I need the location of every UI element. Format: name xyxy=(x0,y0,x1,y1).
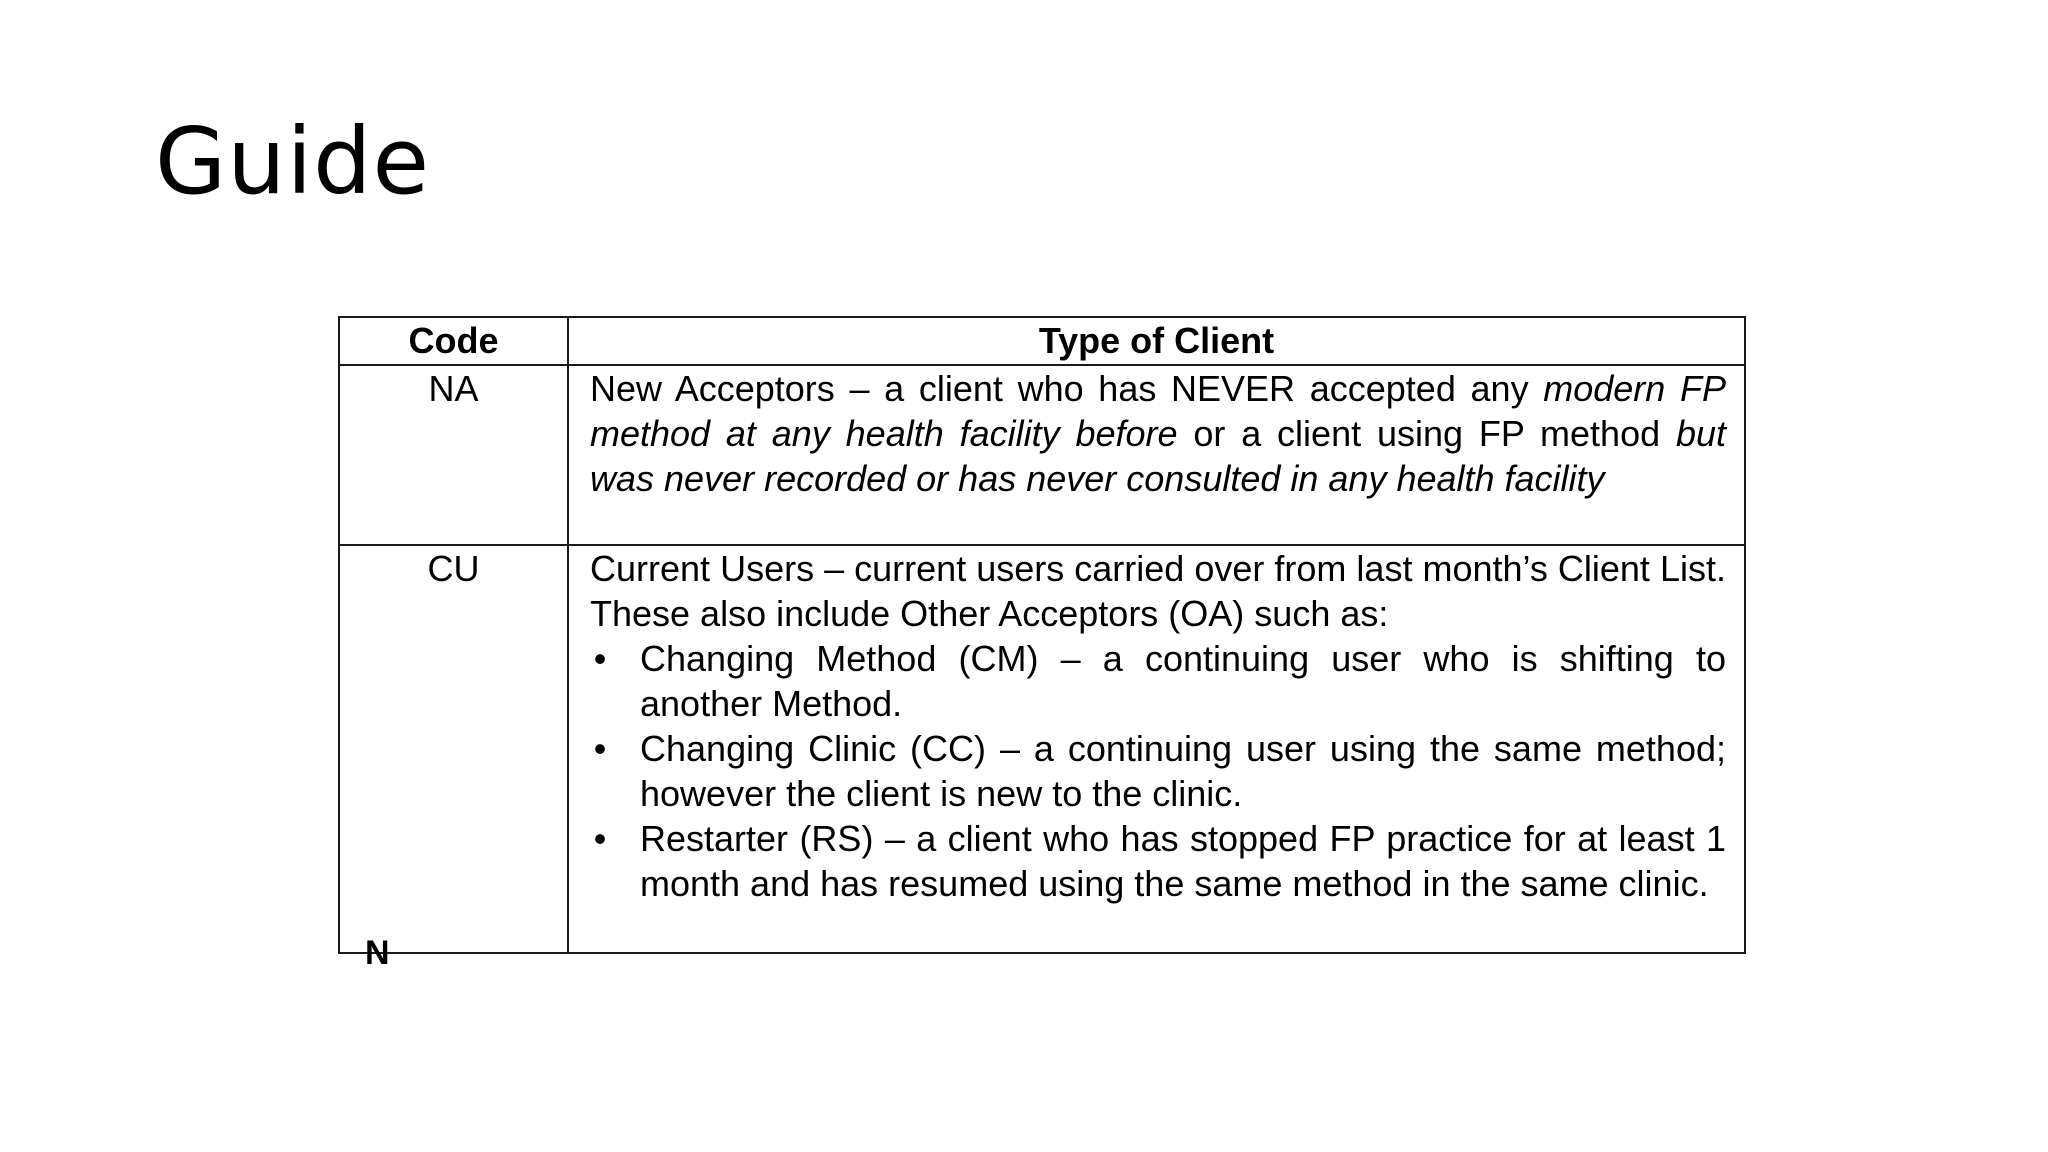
na-desc-part-1: New Acceptors – a client who has NEVER accepted any xyxy=(590,368,1544,409)
description-cell-cu xyxy=(568,545,1745,953)
footnote-letter: N xyxy=(365,934,390,972)
header-code: Code xyxy=(339,317,568,365)
code-cell-na: NA xyxy=(339,365,568,545)
bullet-text-changing-method: Changing Method (CM) – a continuing user who is shifting to another Method. xyxy=(640,638,1726,724)
table-row-na xyxy=(339,365,1745,545)
table-row-cu xyxy=(339,545,1745,953)
list-item xyxy=(590,816,1726,906)
cu-intro: Current Users – current users carried over from last month’s Client List. These also include Other Acceptors (OA) such as: xyxy=(590,548,1726,634)
table-header-row xyxy=(339,317,1745,365)
bullet-icon: • xyxy=(593,638,607,679)
na-desc-part-2: modern FP method at any health facility before xyxy=(590,368,1726,454)
header-type-of-client: Type of Client xyxy=(568,317,1745,365)
na-desc-part-4: but was never recorded or has never consulted in any health facility xyxy=(590,413,1726,499)
code-cell-cu: CU xyxy=(339,545,568,953)
na-desc-part-3: or a client using FP method xyxy=(1177,413,1676,454)
bullet-icon: • xyxy=(593,728,607,769)
description-cell-na xyxy=(568,365,1745,545)
bullet-text-restarter: Restarter (RS) – a client who has stopped FP practice for at least 1 month and has resumed using the same method in the same clinic. xyxy=(640,818,1726,904)
cu-bullet-list xyxy=(590,636,1726,906)
slide-title: Guide xyxy=(155,108,431,215)
bullet-text-changing-clinic: Changing Clinic (CC) – a continuing user using the same method; however the client is new to the clinic. xyxy=(640,728,1726,814)
client-type-table xyxy=(338,316,1746,954)
na-description xyxy=(590,366,1726,501)
list-item xyxy=(590,636,1726,726)
list-item xyxy=(590,726,1726,816)
bullet-icon: • xyxy=(593,818,607,859)
